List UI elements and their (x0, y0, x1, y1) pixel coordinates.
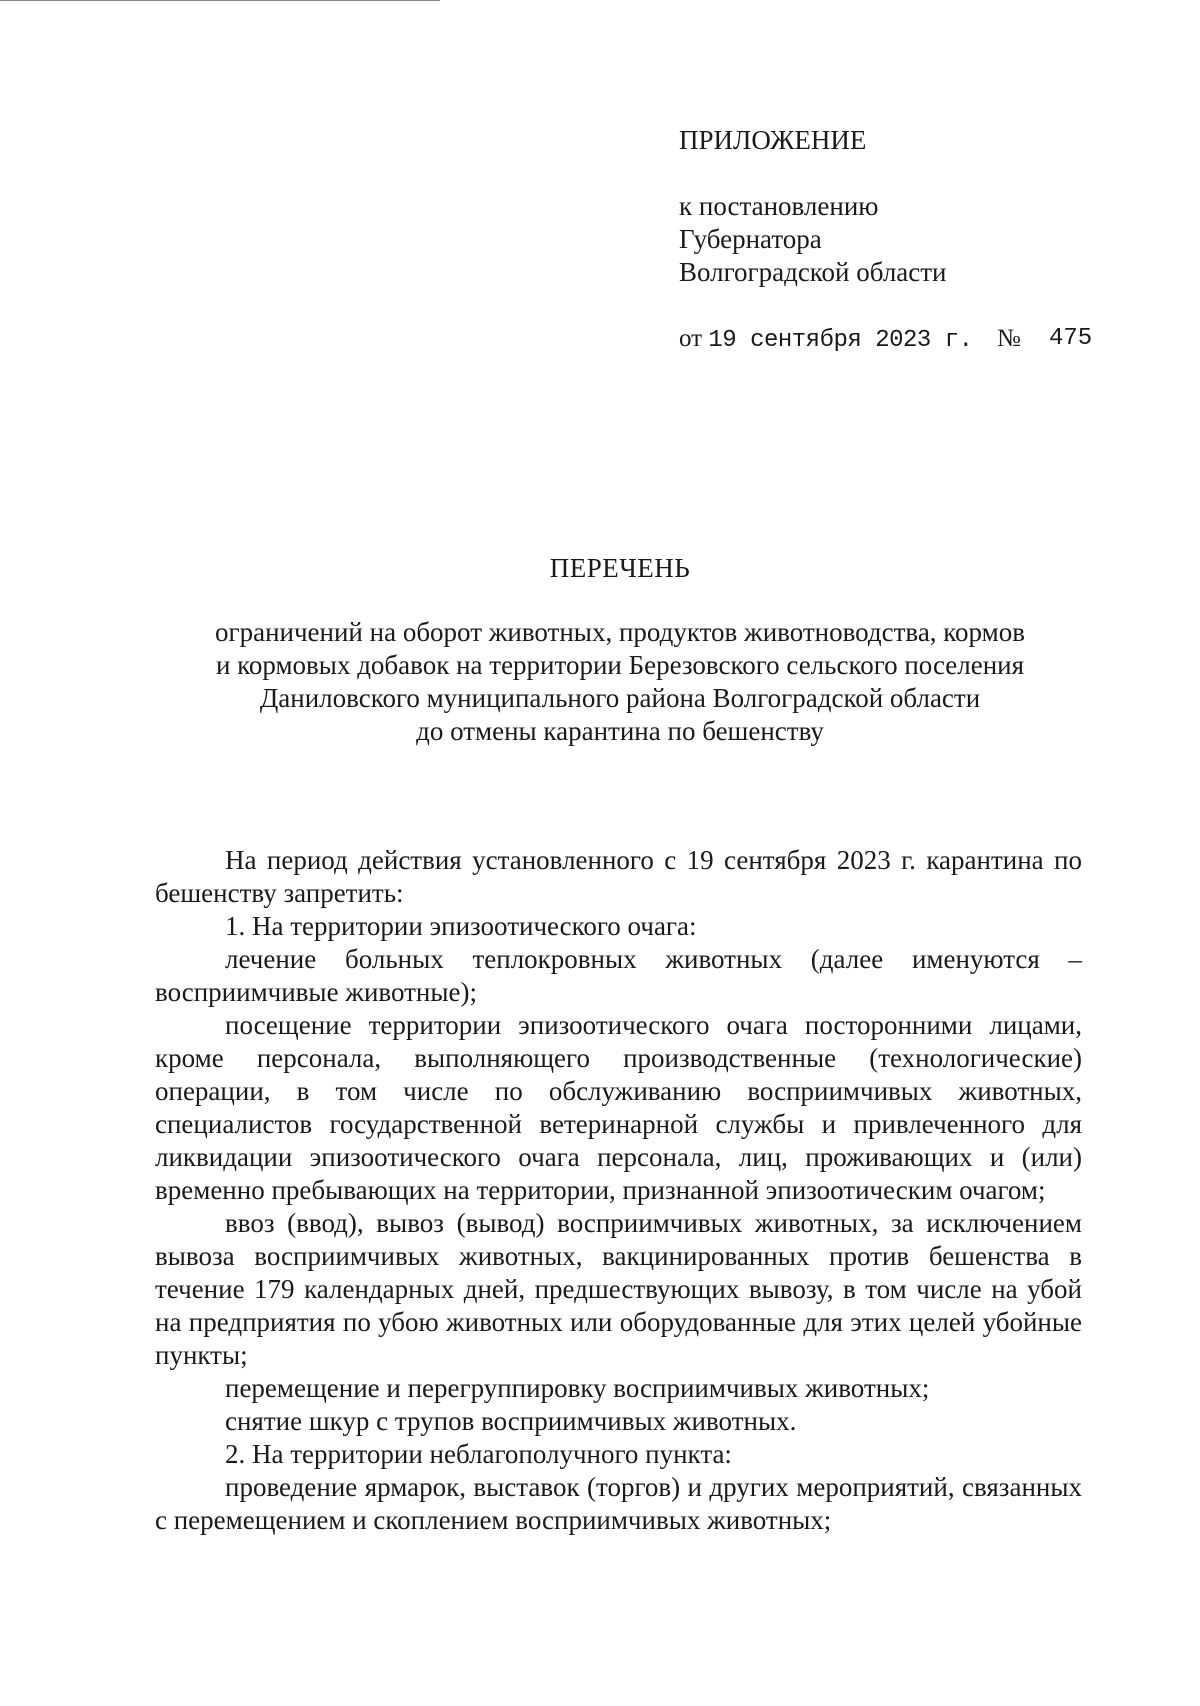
body-paragraph: снятие шкур с трупов восприимчивых животных. (225, 1406, 797, 1436)
document-subtitle (0, 616, 1200, 748)
document-title: ПЕРЕЧЕНЬ (549, 553, 691, 583)
appendix-reference-line: Волгоградской области (679, 257, 947, 287)
appendix-reference-line: Губернатора (679, 224, 822, 254)
number-sign: № (997, 325, 1021, 352)
subtitle-line: до отмены карантина по бешенству (416, 716, 824, 746)
body-paragraph: перемещение и перегруппировку восприимчивых животных; (225, 1373, 930, 1403)
body-paragraph: На период действия установленного с 19 сентября 2023 г. карантина по бешенству запретить: (155, 845, 1082, 908)
subtitle-line: ограничений на оборот животных, продуктов животноводства, кормов (215, 617, 1025, 647)
body-paragraph: посещение территории эпизоотического очага посторонними лицами, кроме персонала, выполняющего производственные (технологические) операции, в том числе по обслуживанию восприимчивых животных, специалистов государственной ветеринарной службы и привлеченного для ликвидации эпизоотического очага персонала, лиц, проживающих и (или) временно пребывающих на территории, признанной эпизоотическим очагом; (155, 1010, 1082, 1205)
body-paragraph: 2. На территории неблагополучного пункта: (225, 1439, 732, 1469)
body-paragraph: проведение ярмарок, выставок (торгов) и других мероприятий, связанных с перемещением и скоплением восприимчивых животных; (155, 1472, 1082, 1535)
body-paragraph: 1. На территории эпизоотического очага: (225, 911, 697, 941)
appendix-reference (679, 190, 1099, 289)
appendix-heading: ПРИЛОЖЕНИЕ (679, 125, 867, 155)
body-paragraph: ввоз (ввод), вывоз (вывод) восприимчивых животных, за исключением вывоза восприимчивых животных, вакцинированных против бешенства в течение 179 календарных дней, предшествующих вывозу, в том числе на убой на предприятия по убою животных или оборудованные для этих целей убойные пункты; (155, 1208, 1082, 1370)
appendix-reference-line: к постановлению (679, 191, 879, 221)
document-body (155, 844, 1082, 1537)
decree-date-line (679, 322, 1099, 357)
subtitle-line: и кормовых добавок на территории Березовского сельского поселения (215, 650, 1025, 680)
decree-date: 19 сентября 2023 г. (708, 327, 973, 354)
date-prefix: от (679, 325, 703, 352)
body-paragraph: лечение больных теплокровных животных (далее именуются – восприимчивые животные); (155, 944, 1082, 1007)
scan-top-edge (0, 0, 440, 1)
subtitle-line: Даниловского муниципального района Волгоградской области (259, 683, 981, 713)
decree-number: 475 (1049, 325, 1093, 352)
